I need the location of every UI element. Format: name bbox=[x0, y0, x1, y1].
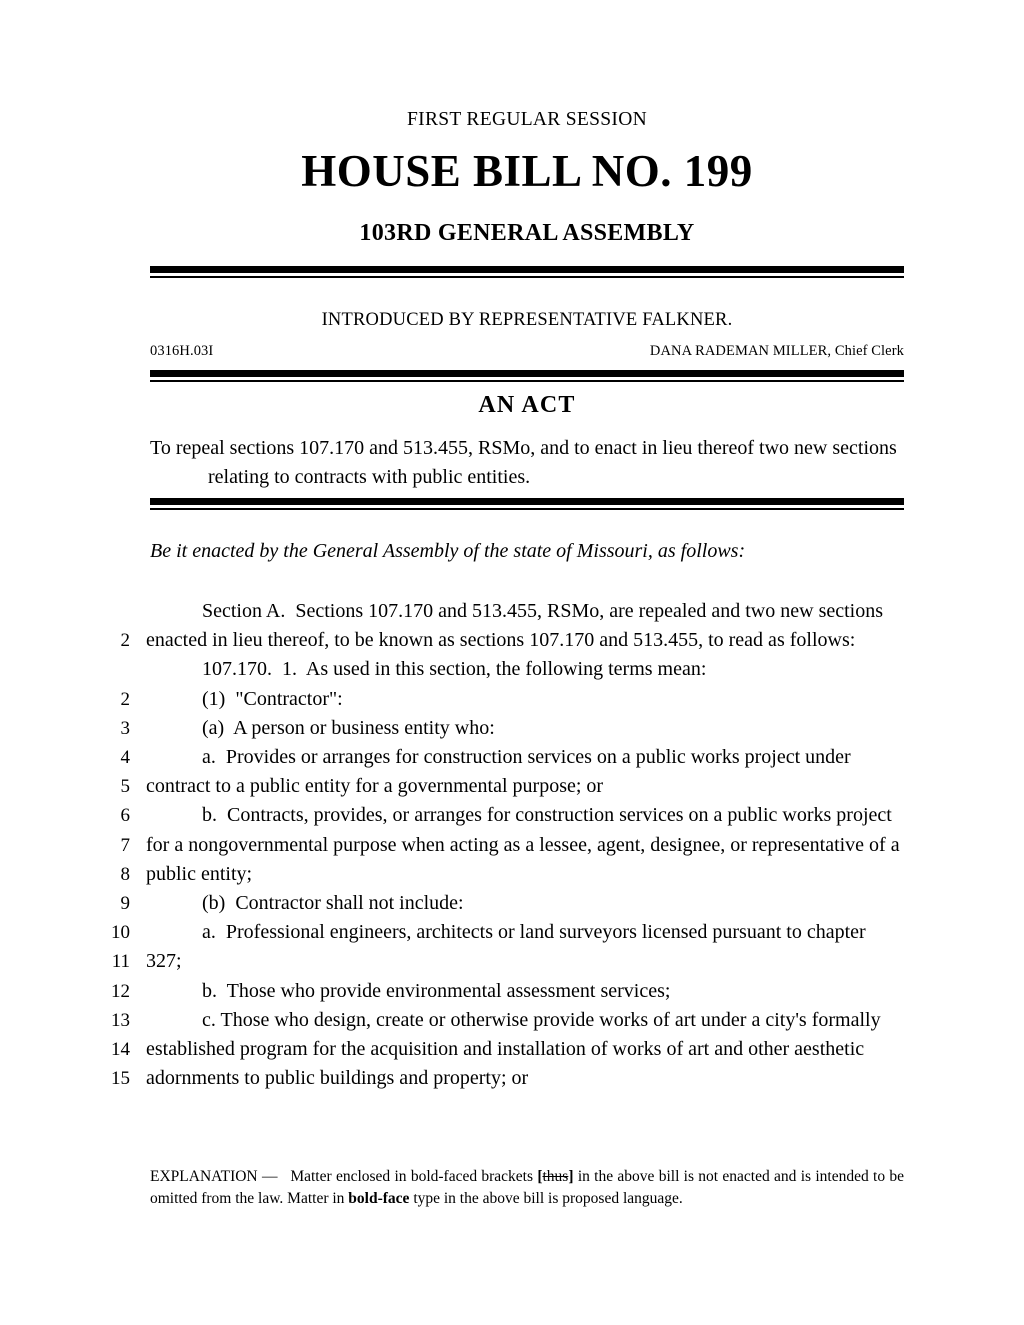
line-number: 11 bbox=[111, 951, 130, 973]
line-body: enacted in lieu thereof, to be known as sections 107.170 and 513.455, to read as follows: bbox=[146, 629, 856, 652]
line-number: 4 bbox=[120, 747, 130, 769]
document-id: 0316H.03I bbox=[150, 343, 214, 359]
divider-thin-line bbox=[150, 508, 904, 510]
body-line bbox=[104, 860, 904, 889]
line-body: public entity; bbox=[146, 862, 253, 885]
line-body: contract to a public entity for a governmental purpose; or bbox=[146, 775, 604, 798]
divider-thick-bar bbox=[150, 498, 904, 505]
body-line bbox=[104, 801, 904, 830]
body-line bbox=[104, 743, 904, 772]
body-line bbox=[104, 597, 904, 626]
line-number: 15 bbox=[111, 1068, 130, 1090]
act-summary-line-1: To repeal sections 107.170 and 513.455, RSMo, and to enact in lieu thereof two new sections bbox=[150, 437, 897, 459]
line-body: Section A. Sections 107.170 and 513.455, RSMo, are repealed and two new sections bbox=[202, 600, 883, 622]
line-number: 7 bbox=[120, 834, 130, 856]
line-text bbox=[146, 597, 904, 626]
credit-row bbox=[150, 343, 904, 360]
divider-thick-bar bbox=[150, 266, 904, 273]
line-body: adornments to public buildings and property; or bbox=[146, 1067, 529, 1090]
line-text bbox=[146, 889, 904, 918]
explanation-bracket-close: ] bbox=[568, 1168, 574, 1185]
line-text bbox=[146, 860, 904, 889]
line-number: 6 bbox=[120, 805, 130, 827]
line-body: a. Professional engineers, architects or land surveyors licensed pursuant to chapter bbox=[202, 921, 866, 944]
body-line bbox=[104, 1006, 904, 1035]
introduced-by-line: INTRODUCED BY REPRESENTATIVE FALKNER. bbox=[321, 310, 733, 330]
line-text bbox=[146, 626, 904, 655]
line-body: (b) Contractor shall not include: bbox=[202, 892, 464, 915]
line-number: 12 bbox=[111, 980, 130, 1002]
explanation-part-3: type in the above bill is proposed language. bbox=[409, 1189, 683, 1207]
body-line bbox=[104, 977, 904, 1006]
divider-bottom bbox=[150, 498, 904, 510]
line-number: 9 bbox=[120, 893, 130, 915]
line-body: (1) "Contractor": bbox=[202, 687, 343, 710]
line-text bbox=[146, 655, 904, 684]
divider-thin-line bbox=[150, 380, 904, 382]
line-text bbox=[146, 772, 904, 801]
line-text bbox=[146, 918, 904, 947]
session-line: FIRST REGULAR SESSION bbox=[407, 109, 647, 130]
body-line bbox=[104, 947, 904, 976]
body-line bbox=[104, 918, 904, 947]
line-text bbox=[146, 1064, 904, 1093]
line-number: 5 bbox=[120, 776, 130, 798]
body-line bbox=[104, 626, 904, 655]
body-line bbox=[104, 889, 904, 918]
line-text bbox=[146, 977, 904, 1006]
line-number: 14 bbox=[111, 1039, 130, 1061]
chief-clerk-name: DANA RADEMAN MILLER, Chief Clerk bbox=[649, 343, 904, 359]
line-text bbox=[146, 801, 904, 830]
explanation-bracket-open: [ bbox=[537, 1168, 543, 1185]
divider-thick-bar bbox=[150, 370, 904, 377]
page-title: HOUSE BILL NO. 199 bbox=[301, 146, 753, 197]
masthead bbox=[150, 108, 904, 247]
explanation-label: EXPLANATION bbox=[150, 1168, 258, 1185]
divider-top bbox=[150, 266, 904, 278]
line-body: c. Those who design, create or otherwise provide works of art under a city's formally bbox=[202, 1008, 881, 1031]
line-text bbox=[146, 831, 904, 860]
divider-thin-line bbox=[150, 276, 904, 278]
body-line bbox=[104, 1035, 904, 1064]
line-body: 327; bbox=[146, 950, 182, 973]
act-summary bbox=[150, 434, 904, 492]
line-text bbox=[146, 743, 904, 772]
an-act-heading: AN ACT bbox=[478, 392, 576, 418]
line-body: (a) A person or business entity who: bbox=[202, 716, 495, 739]
line-text bbox=[146, 1035, 904, 1064]
line-text bbox=[146, 685, 904, 714]
body-line bbox=[104, 1064, 904, 1093]
line-body: established program for the acquisition and installation of works of art and other aesthetic bbox=[146, 1038, 865, 1061]
line-text bbox=[146, 714, 904, 743]
line-body: b. Contracts, provides, or arranges for construction services on a public works project bbox=[202, 804, 892, 827]
line-number: 2 bbox=[120, 688, 130, 710]
body-line bbox=[104, 831, 904, 860]
line-number: 13 bbox=[111, 1009, 130, 1031]
line-body: for a nongovernmental purpose when acting as a lessee, agent, designee, or representative of a bbox=[146, 833, 900, 856]
line-number: 3 bbox=[120, 717, 130, 739]
assembly-line: 103RD GENERAL ASSEMBLY bbox=[359, 220, 695, 247]
line-text bbox=[146, 947, 904, 976]
body-line bbox=[104, 655, 904, 684]
line-text bbox=[146, 1006, 904, 1035]
explanation-part-1: Matter enclosed in bold-faced brackets bbox=[290, 1168, 538, 1185]
explanation-struck-word: thus bbox=[542, 1168, 569, 1185]
explanation-part-2: in the above bill is not enacted and is intended to be omitted from the law. Matter in bbox=[150, 1168, 904, 1207]
explanation-dash: — bbox=[261, 1168, 278, 1185]
line-body: 107.170. 1. As used in this section, the following terms mean: bbox=[202, 658, 707, 681]
explanation-boldface-word: bold-face bbox=[348, 1189, 410, 1207]
line-number: 2 bbox=[120, 630, 130, 652]
line-body: b. Those who provide environmental assessment services; bbox=[202, 979, 671, 1002]
enacting-clause: Be it enacted by the General Assembly of the state of Missouri, as follows: bbox=[150, 540, 746, 562]
line-body: a. Provides or arranges for construction services on a public works project under bbox=[202, 746, 851, 769]
line-number: 10 bbox=[111, 922, 130, 944]
body-line bbox=[104, 714, 904, 743]
act-summary-line-2: relating to contracts with public entities. bbox=[208, 466, 531, 488]
explanation-note bbox=[150, 1166, 904, 1209]
divider-middle bbox=[150, 370, 904, 382]
body-line bbox=[104, 772, 904, 801]
line-number: 8 bbox=[120, 863, 130, 885]
bill-body bbox=[104, 597, 904, 1093]
body-line bbox=[104, 685, 904, 714]
